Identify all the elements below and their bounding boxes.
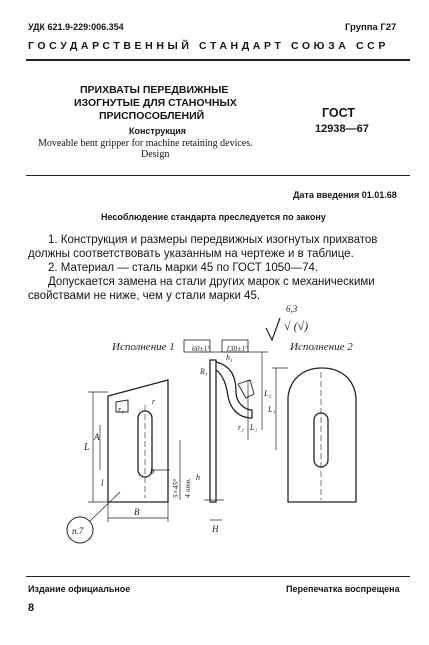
roughness-value: 6,3 bbox=[286, 304, 298, 314]
gost-label: ГОСТ bbox=[322, 106, 355, 120]
law-notice: Несоблюдение стандарта преследуется по закону bbox=[101, 212, 326, 222]
roughness-symbol: √ (√) bbox=[284, 319, 309, 333]
variant-2-view bbox=[288, 368, 356, 502]
dim-angle-1: 60±1° bbox=[192, 344, 211, 353]
paragraph-1-line-2: должны соответствовать указанным на чертеже и в таблице. bbox=[28, 248, 354, 260]
gost-number: 12938—67 bbox=[315, 123, 369, 135]
dim-H: H bbox=[212, 524, 219, 534]
dim-L3: L₃ bbox=[268, 405, 276, 414]
dim-b: b bbox=[150, 466, 155, 476]
dim-h1: h₁ bbox=[226, 353, 233, 362]
title-english-2: Design bbox=[141, 149, 170, 160]
variant-1-view bbox=[108, 380, 168, 502]
page-number: 8 bbox=[28, 602, 35, 614]
dim-r1: r₁ bbox=[118, 405, 124, 414]
note-label: п.7 bbox=[72, 526, 84, 536]
side-view bbox=[204, 360, 254, 502]
group-code: Группа Г27 bbox=[345, 22, 397, 33]
dim-h: h bbox=[196, 473, 200, 482]
standard-heading: ГОСУДАРСТВЕННЫЙ СТАНДАРТ СОЮЗА ССР bbox=[28, 40, 389, 52]
title-line-1: ПРИХВАТЫ ПЕРЕДВИЖНЫЕ bbox=[80, 84, 229, 96]
dim-4-holes: 4 отв. bbox=[183, 478, 192, 498]
paragraph-3-line-2: свойствами не ниже, чем у стали марки 45. bbox=[28, 290, 261, 302]
dim-l: l bbox=[101, 478, 104, 488]
paragraph-3-line-1: Допускается замена на стали других марок с механическими bbox=[48, 276, 375, 288]
dim-R1: R₁ bbox=[200, 367, 208, 376]
dim-r: r bbox=[152, 397, 156, 406]
title-english-1: Moveable bent gripper for machine retaining devices. bbox=[38, 138, 253, 149]
footer-rule bbox=[26, 576, 410, 577]
udk-code: УДК 621.9-229:006.354 bbox=[28, 22, 124, 32]
title-line-3: ПРИСПОСОБЛЕНИЙ bbox=[99, 110, 205, 122]
variant-2-label: Исполнение 2 bbox=[290, 341, 353, 353]
dim-L2: L₂ bbox=[264, 389, 272, 398]
dim-L: L bbox=[84, 442, 90, 453]
footer-reprint: Перепечатка воспрещена bbox=[286, 584, 400, 594]
paragraph-2: 2. Материал — сталь марки 45 по ГОСТ 1050—74. bbox=[48, 262, 319, 274]
dim-r2: r₂ bbox=[238, 423, 244, 432]
dim-B: B bbox=[134, 507, 140, 517]
title-subtitle: Конструкция bbox=[129, 126, 187, 136]
variant-1-label: Исполнение 1 bbox=[112, 341, 175, 353]
dim-L1: L₁ bbox=[250, 423, 258, 432]
intro-date: Дата введения 01.01.68 bbox=[293, 190, 397, 200]
dim-angle-2: 130±1° bbox=[226, 344, 249, 353]
dim-chamfer: 5×45° bbox=[171, 478, 180, 498]
side-view-dimensions bbox=[206, 352, 268, 520]
paragraph-1-line-1: 1. Конструкция и размеры передвижных изогнутых прихватов bbox=[48, 234, 378, 246]
title-line-2: ИЗОГНУТЫЕ ДЛЯ СТАНОЧНЫХ bbox=[74, 97, 237, 109]
dim-A: A bbox=[94, 432, 100, 442]
footer-official: Издание официальное bbox=[28, 584, 131, 594]
